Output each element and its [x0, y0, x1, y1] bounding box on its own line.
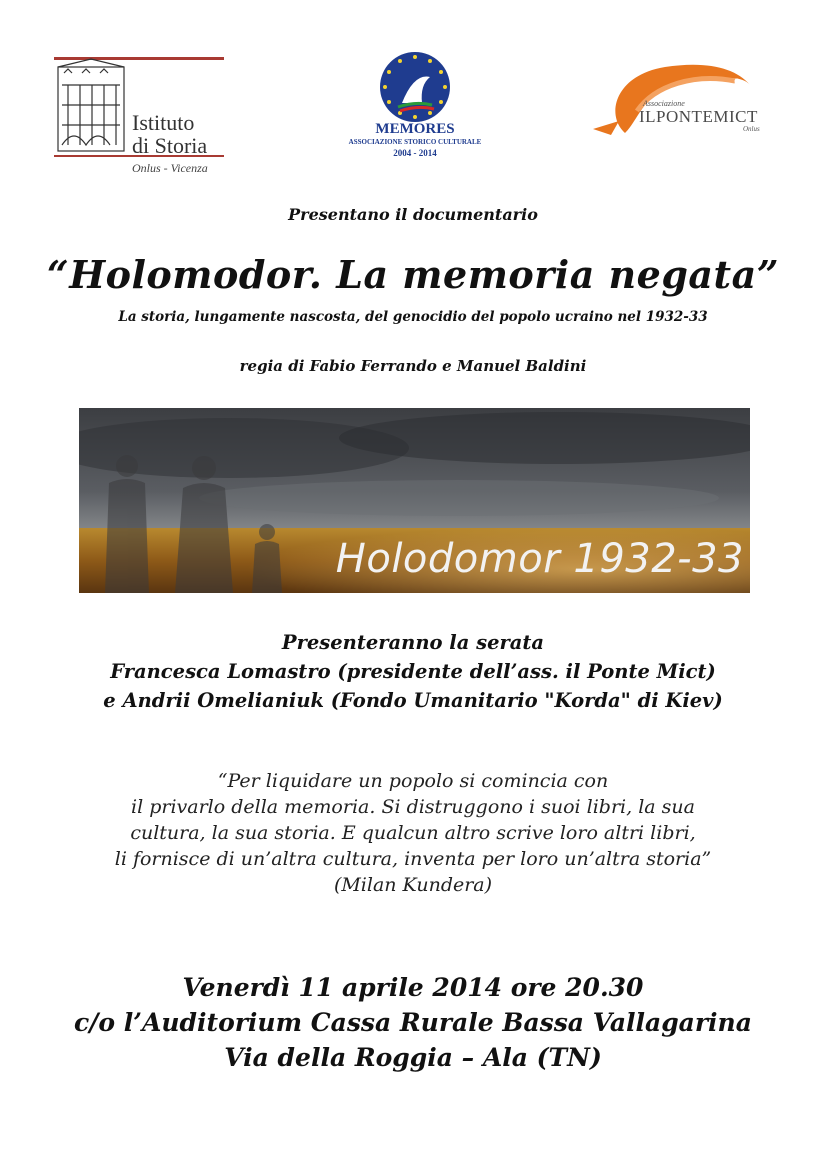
documentary-banner [79, 408, 750, 593]
istituto-line3: Onlus - Vicenza [132, 161, 208, 175]
event-date: Venerdì 11 aprile 2014 ore 20.30 [182, 973, 644, 1002]
ponte-onlus: Onlus [743, 125, 760, 133]
documentary-subtitle: La storia, lungamente nascosta, del genocidio del popolo ucraino nel 1932-33 [118, 309, 708, 325]
event-details [0, 970, 826, 1075]
ponte-assoc: Associazione [643, 99, 685, 108]
presenters-line1: Presenteranno la serata [281, 631, 545, 654]
quote-line: “Per liquidare un popolo si comincia con [217, 770, 609, 792]
kundera-quote [0, 768, 826, 898]
event-venue: c/o l’Auditorium Cassa Rurale Bassa Vallagarina [74, 1008, 752, 1037]
istituto-line2: di Storia [132, 133, 208, 158]
presenters-line3: e Andrii Omelianiuk (Fondo Umanitario "Korda" di Kiev) [103, 689, 723, 712]
documentary-title: “Holomodor. La memoria negata” [46, 252, 780, 297]
memores-logo [320, 45, 510, 165]
memores-years: 2004 - 2014 [393, 148, 437, 158]
ponte-mict-logo [585, 55, 770, 150]
istituto-storia-logo [52, 55, 227, 180]
memores-name: MEMORES [375, 121, 455, 137]
presentano-line: Presentano il documentario [288, 205, 538, 224]
banner-caption: Holodomor 1932-33 [335, 536, 744, 582]
quote-line: li fornisce di un’altra cultura, inventa per loro un’altra storia” [114, 848, 712, 870]
istituto-line1: Istituto [132, 110, 195, 135]
ponte-name: ILPONTEMICT [639, 107, 758, 126]
event-address: Via della Roggia – Ala (TN) [224, 1043, 602, 1072]
presenters-block [0, 628, 826, 715]
quote-line: il privarlo della memoria. Si distruggono i suoi libri, la sua [131, 796, 695, 818]
director-credit: regia di Fabio Ferrando e Manuel Baldini [239, 357, 587, 375]
presenters-line2: Francesca Lomastro (presidente dell’ass. il Ponte Mict) [110, 660, 716, 683]
quote-author: (Milan Kundera) [333, 874, 493, 896]
quote-line: cultura, la sua storia. E qualcun altro scrive loro altri libri, [130, 822, 696, 844]
memores-subtitle: ASSOCIAZIONE STORICO CULTURALE [348, 138, 482, 146]
